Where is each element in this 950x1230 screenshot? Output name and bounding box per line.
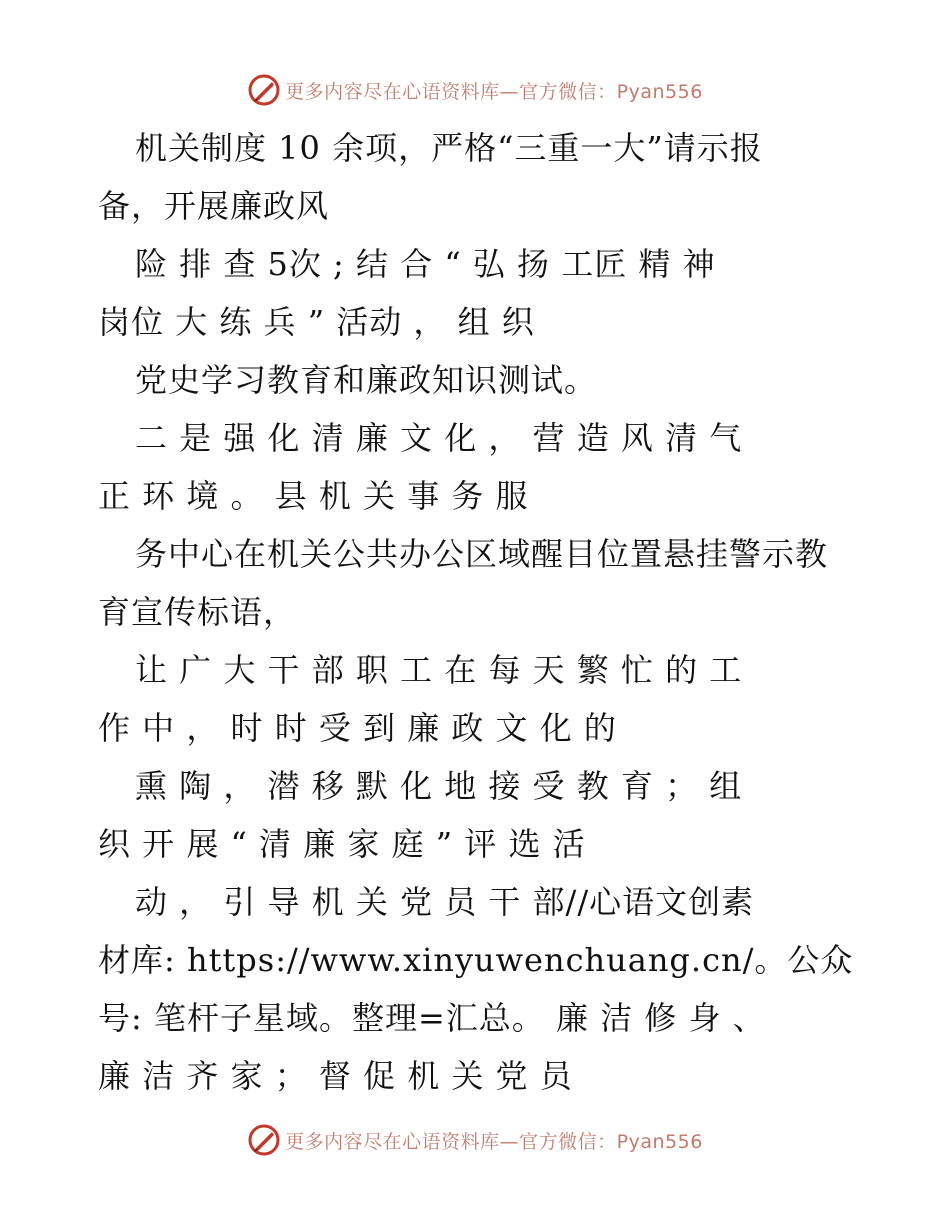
- body-line-9: 育宣传标语，: [98, 593, 297, 631]
- body-line-7: 正 环 境 。 县 机 关 事 务 服: [98, 477, 529, 515]
- body-line-17: 廉 洁 齐 家 ； 督 促 机 关 党 员: [98, 1057, 573, 1095]
- header-banner: [0, 70, 950, 110]
- body-line-2: 备，开展廉政风: [98, 187, 330, 225]
- pen-logo-icon: [247, 73, 281, 107]
- body-line-3: 险 排 查 5次 ; 结 合 “ 弘 扬 工匠 精 神: [135, 245, 716, 283]
- body-line-6: 二 是 强 化 清 廉 文 化 ， 营 造 风 清 气: [135, 419, 743, 457]
- body-line-8: 务中心在机关公共办公区域醒目位置悬挂警示教: [135, 535, 829, 573]
- body-line-12: 熏 陶 ， 潜 移 默 化 地 接 受 教 育 ； 组: [135, 767, 743, 805]
- body-line-16: 号: 笔杆子星域。整理=汇总。 廉 洁 修 身 、: [98, 999, 766, 1037]
- header-banner-text: 更多内容尽在心语资料库—官方微信：Pyan556: [285, 80, 703, 103]
- body-line-10: 让 广 大 干 部 职 工 在 每 天 繁 忙 的 工: [135, 651, 743, 689]
- body-line-5: 党史学习教育和廉政知识测试。: [135, 361, 598, 399]
- body-line-1: 机关制度 10 余项，严格“三重一大”请示报: [135, 129, 763, 167]
- footer-banner: [0, 1120, 950, 1160]
- body-line-14: 动 ， 引 导 机 关 党 员 干 部//心语文创素: [135, 883, 755, 921]
- footer-banner-text: 更多内容尽在心语资料库—官方微信：Pyan556: [285, 1130, 703, 1153]
- body-line-13: 织 开 展 “ 清 廉 家 庭 ” 评 选 活: [98, 825, 586, 863]
- pen-logo-icon: [247, 1123, 281, 1157]
- body-line-15: 材库: https://www.xinyuwenchuang.cn/。公众: [98, 941, 854, 979]
- body-line-4: 岗位 大 练 兵 ” 活动 ， 组 织: [98, 303, 535, 341]
- body-line-11: 作 中 ， 时 时 受 到 廉 政 文 化 的: [98, 709, 617, 747]
